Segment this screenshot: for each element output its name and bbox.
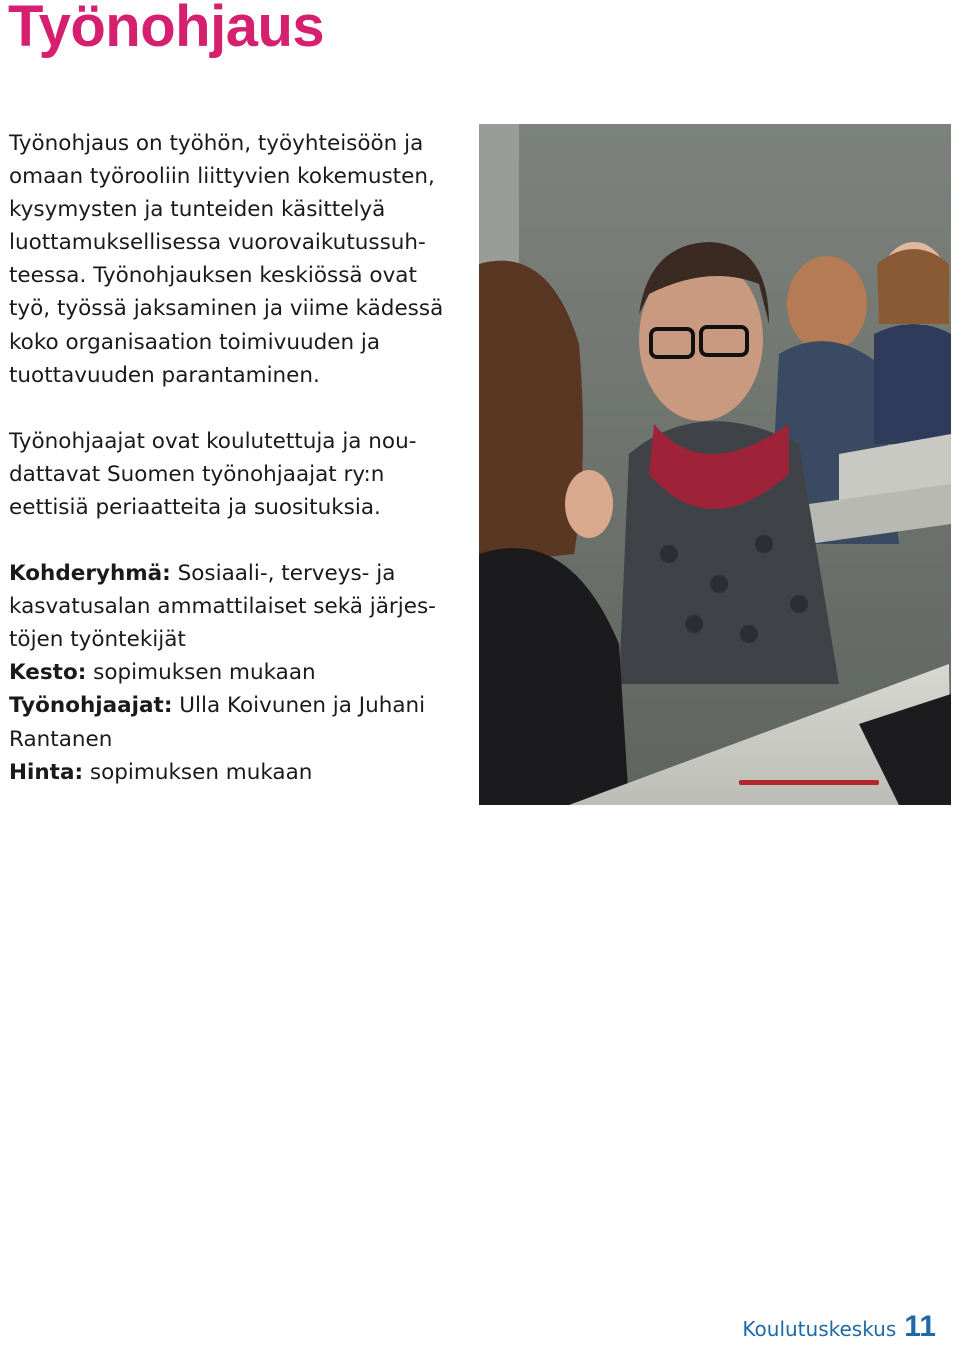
text-column (9, 127, 459, 789)
target-group-label: Kohderyhmä: (9, 561, 171, 587)
supervisors-paragraph: Työnohjaajat ovat koulutettuja ja nou- dattavat Suomen työnohjaajat ry:n eettisiä periaatteita ja suosituksia. (9, 428, 417, 520)
page-title: Työnohjaus (8, 0, 325, 59)
price-value: sopimuksen mukaan (83, 759, 313, 785)
classroom-photo-illustration (479, 124, 951, 805)
duration-row (9, 656, 459, 689)
price-label: Hinta: (9, 759, 84, 785)
supervisors-row (9, 689, 459, 755)
target-group-row (9, 557, 459, 656)
duration-value: sopimuksen mukaan (86, 660, 316, 686)
intro-paragraph: Työnohjaus on työhön, työyhteisöön ja omaan työrooliin liittyvien kokemusten, kysymysten ja tunteiden käsittelyä luottamuksellisessa vuorovaikutussuh- teessa. Työnohjauksen keskiössä ovat työ, työssä jaksaminen ja viime kädessä koko organisaation toimivuuden ja tuottavuuden parantaminen. (9, 131, 444, 388)
classroom-photo (479, 124, 951, 805)
duration-label: Kesto: (9, 660, 87, 686)
supervisors-value: Ulla Koivunen ja Juhani Rantanen (9, 693, 426, 752)
footer-publisher: Koulutuskeskus (742, 1317, 897, 1341)
page-footer (742, 1310, 936, 1344)
supervisors-label: Työnohjaajat: (9, 693, 173, 719)
course-info (9, 557, 459, 789)
target-group-value: Sosiaali-, terveys- ja kasvatusalan ammattilaiset sekä järjes-töjen työntekijät (9, 561, 436, 653)
page-number: 11 (904, 1310, 936, 1343)
price-row (9, 756, 459, 789)
